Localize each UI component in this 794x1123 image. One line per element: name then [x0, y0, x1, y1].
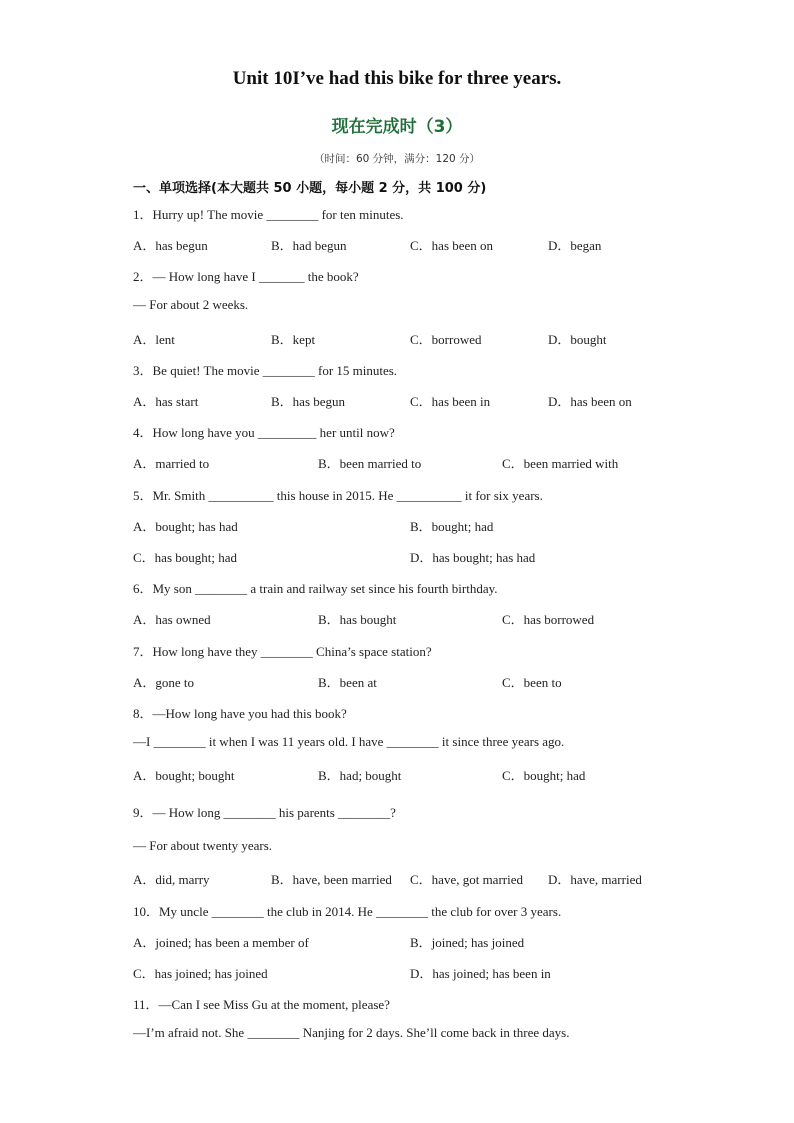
question-2-option-c: C．borrowed [410, 332, 482, 347]
question-6-stem: 6．My son ________ a train and railway set since his fourth birthday. [133, 581, 498, 596]
question-9-option-b: B．have, been married [271, 872, 392, 887]
question-4-option-a: A．married to [133, 456, 210, 471]
question-4-option-b: B．been married to [318, 456, 422, 471]
question-11-stem: 11．—Can I see Miss Gu at the moment, please? [133, 997, 390, 1012]
question-10-stem: 10．My uncle ________ the club in 2014. He ________ the club for over 3 years. [133, 904, 562, 919]
question-10-option-a: A．joined; has been a member of [133, 935, 309, 950]
question-4-stem: 4．How long have you _________ her until now? [133, 425, 395, 440]
question-10-option-d: D．has joined; has been in [410, 966, 551, 981]
question-2-option-a: A．lent [133, 332, 175, 347]
question-3-stem: 3．Be quiet! The movie ________ for 15 minutes. [133, 363, 398, 378]
question-5-option-a: A．bought; has had [133, 519, 238, 534]
question-3-option-d: D．has been on [548, 394, 632, 409]
question-1-option-c: C．has been on [410, 238, 494, 253]
question-11-reply: —I’m afraid not. She ________ Nanjing for 2 days. She’ll come back in three days. [133, 1025, 570, 1040]
question-9-option-c: C．have, got married [410, 872, 523, 887]
question-3-option-c: C．has been in [410, 394, 491, 409]
question-9-stem: 9．— How long ________ his parents ________? [133, 805, 396, 820]
page-title: Unit 10I’ve had this bike for three years. [232, 68, 562, 89]
question-1-option-b: B．had begun [271, 238, 347, 253]
question-7-option-a: A．gone to [133, 675, 195, 690]
question-1-stem: 1．Hurry up! The movie ________ for ten minutes. [133, 207, 404, 222]
question-6-option-b: B．has bought [318, 612, 397, 627]
question-1-option-a: A．has begun [133, 238, 208, 253]
question-5-stem: 5．Mr. Smith __________ this house in 2015. He __________ it for six years. [133, 488, 543, 503]
section-heading: 一、单项选择(本大题共 50 小题，每小题 2 分，共 100 分) [133, 181, 487, 196]
question-2-option-b: B．kept [271, 332, 316, 347]
question-1-option-d: D．began [548, 238, 602, 253]
question-3-option-a: A．has start [133, 394, 199, 409]
question-2-reply: — For about 2 weeks. [133, 297, 249, 312]
question-5-option-d: D．has bought; has had [410, 550, 536, 565]
question-7-option-c: C．been to [502, 675, 562, 690]
question-8-stem: 8．—How long have you had this book? [133, 706, 347, 721]
question-4-option-c: C．been married with [502, 456, 619, 471]
question-10-option-c: C．has joined; has joined [133, 966, 268, 981]
question-3-option-b: B．has begun [271, 394, 346, 409]
question-2-option-d: D．bought [548, 332, 607, 347]
question-8-option-a: A．bought; bought [133, 768, 235, 783]
question-8-option-b: B．had; bought [318, 768, 402, 783]
question-9-option-d: D．have, married [548, 872, 642, 887]
question-9-reply: — For about twenty years. [133, 838, 273, 853]
question-7-stem: 7．How long have they ________ China’s space station? [133, 644, 432, 659]
question-8-option-c: C．bought; had [502, 768, 586, 783]
question-5-option-c: C．has bought; had [133, 550, 237, 565]
question-5-option-b: B．bought; had [410, 519, 494, 534]
exam-time-note: （时间：60 分钟，满分：120 分） [313, 153, 481, 165]
question-8-reply: —I ________ it when I was 11 years old. I have ________ it since three years ago. [133, 734, 565, 749]
page-subtitle: 现在完成时（3） [331, 117, 463, 137]
question-6-option-a: A．has owned [133, 612, 211, 627]
question-9-option-a: A．did, marry [133, 872, 210, 887]
question-10-option-b: B．joined; has joined [410, 935, 525, 950]
question-6-option-c: C．has borrowed [502, 612, 595, 627]
question-7-option-b: B．been at [318, 675, 377, 690]
question-2-stem: 2．— How long have I _______ the book? [133, 269, 359, 284]
